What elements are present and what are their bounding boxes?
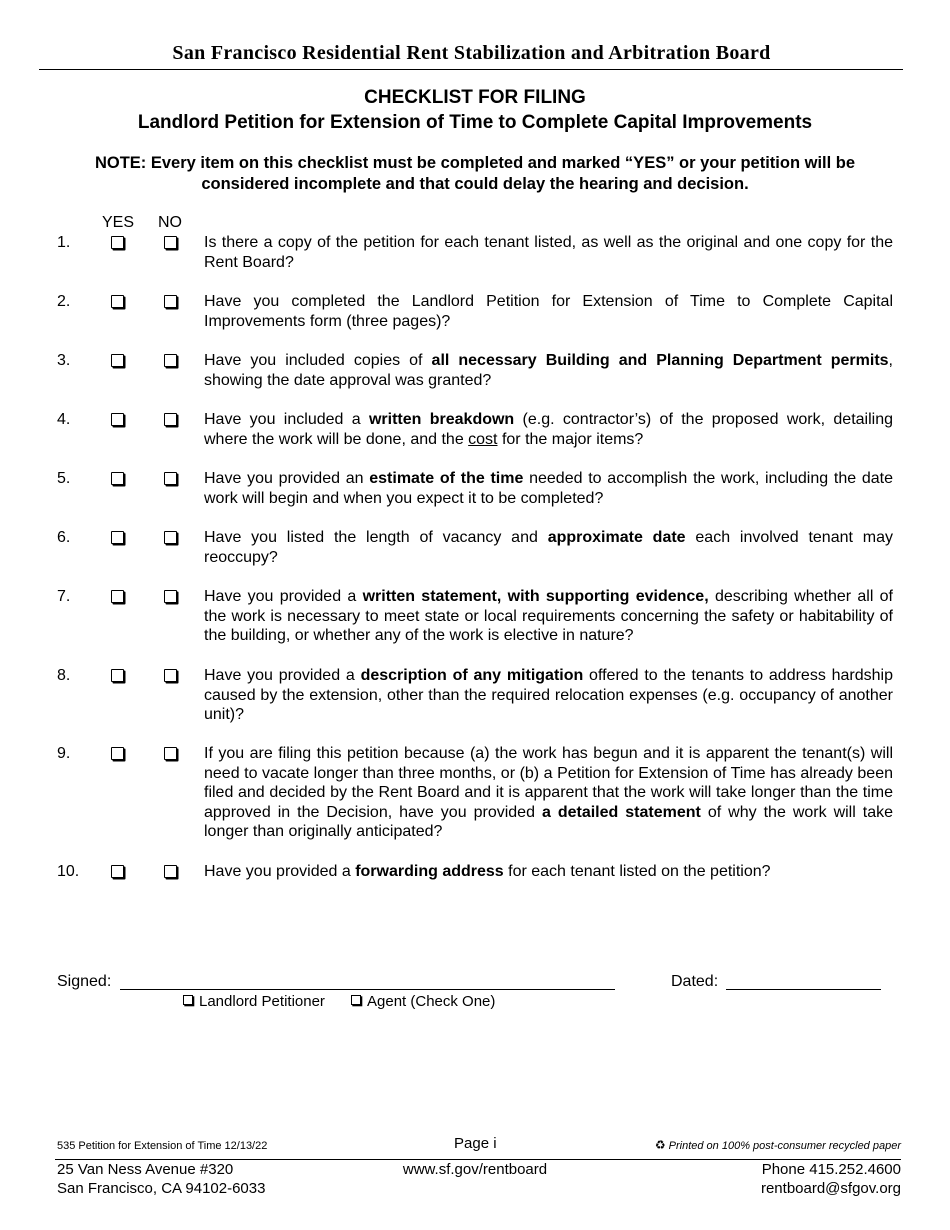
question-text: describing whether all of the work is necessary to meet state or local requirements concerning the safety or habitability of the building, or whether any of the work is elective in nature? — [204, 588, 894, 644]
footer-contact — [761, 1160, 901, 1198]
item-number: 6. — [57, 529, 71, 546]
no-checkbox[interactable] — [164, 590, 177, 603]
signature-line[interactable] — [120, 989, 615, 990]
question-text: estimate of the time — [369, 470, 524, 487]
item-number: 9. — [57, 745, 71, 762]
yes-checkbox[interactable] — [111, 354, 124, 367]
agent-checkbox[interactable] — [351, 995, 361, 1005]
no-checkbox[interactable] — [164, 236, 177, 249]
checklist-note: NOTE: Every item on this checklist must be completed and marked “YES” or your petition will be considered incomplete and that could delay the hearing and decision. — [94, 154, 856, 193]
question-text: (e.g. contractor’s) of the proposed work, detailing where the work will be done, and the — [204, 411, 894, 448]
yes-checkbox[interactable] — [111, 236, 124, 249]
item-number: 8. — [57, 667, 71, 684]
question-text: each involved tenant may reoccupy? — [204, 529, 894, 566]
question-text: a detailed statement — [541, 803, 701, 821]
question-text: description of any mitigation — [360, 667, 584, 684]
role-agent-option[interactable] — [351, 993, 495, 1010]
question-text: forwarding address — [355, 863, 504, 880]
item-question — [204, 862, 893, 882]
item-number: 10. — [57, 863, 80, 880]
question-text: If you are filing this petition because (a) the work has begun and it is apparent the tenant(s) will need to vacate longer than three months, or (b) a Petition for Extension of Time has already been filed and decided by the Rent Board and it is apparent that the work will take longer than the time approved in the Decision, have you provided — [204, 745, 893, 821]
footer-website[interactable]: www.sf.gov/rentboard — [402, 1161, 548, 1178]
item-question — [204, 469, 893, 508]
no-checkbox[interactable] — [164, 295, 177, 308]
question-text: Have you provided a — [204, 667, 361, 684]
yes-checkbox[interactable] — [111, 295, 124, 308]
question-text: written breakdown — [368, 411, 515, 428]
footer-email[interactable]: rentboard@sfgov.org — [760, 1180, 901, 1197]
header-divider — [39, 69, 903, 70]
address-line-2: San Francisco, CA 94102-6033 — [57, 1180, 266, 1197]
yes-checkbox[interactable] — [111, 413, 124, 426]
question-text: Have you provided a — [204, 863, 356, 880]
question-text: cost — [468, 430, 498, 448]
question-text: written statement, with supporting evidence, — [362, 588, 709, 605]
yes-checkbox[interactable] — [111, 472, 124, 485]
item-question — [204, 744, 893, 842]
page-title: CHECKLIST FOR FILING — [364, 87, 586, 108]
question-text: Have you included a — [204, 411, 369, 428]
footer-phone: Phone 415.252.4600 — [761, 1161, 901, 1178]
yes-checkbox[interactable] — [111, 531, 124, 544]
recycle-icon: ♻ — [654, 1138, 666, 1152]
item-question — [204, 233, 893, 272]
question-text: for each tenant listed on the petition? — [503, 863, 771, 880]
no-checkbox[interactable] — [164, 747, 177, 760]
no-checkbox[interactable] — [164, 865, 177, 878]
item-number: 7. — [57, 588, 71, 605]
landlord-checkbox[interactable] — [183, 995, 193, 1005]
footer-form-id: 535 Petition for Extension of Time 12/13/22 — [57, 1140, 268, 1152]
item-question — [204, 292, 893, 331]
recycled-text: Printed on 100% post-consumer recycled paper — [668, 1140, 901, 1152]
column-header-no: NO — [158, 214, 182, 231]
no-checkbox[interactable] — [164, 354, 177, 367]
item-question — [204, 528, 893, 567]
item-number: 5. — [57, 470, 71, 487]
question-text: offered to the tenants to address hardship caused by the extension, other than the required relocation expenses (e.g. occupancy of another unit)? — [204, 667, 893, 723]
landlord-label: Landlord Petitioner — [199, 993, 325, 1010]
item-number: 1. — [57, 234, 71, 251]
question-text: , showing the date approval was granted? — [204, 352, 893, 389]
question-text: Have you completed the Landlord Petition for Extension of Time to Complete Capital Improvements form (three pages)? — [204, 293, 893, 330]
question-text: of why the work will take longer than originally anticipated? — [204, 803, 894, 840]
column-header-yes: YES — [102, 214, 135, 231]
agent-label: Agent (Check One) — [367, 993, 496, 1010]
header-organization: San Francisco Residential Rent Stabilization and Arbitration Board — [172, 42, 771, 64]
question-text: Is there a copy of the petition for each tenant listed, as well as the original and one copy for the Rent Board? — [204, 234, 893, 271]
yes-checkbox[interactable] — [111, 669, 124, 682]
footer-page-number: Page i — [454, 1135, 497, 1152]
item-number: 3. — [57, 352, 71, 369]
signed-label: Signed: — [57, 973, 112, 990]
question-text: Have you included copies of — [204, 352, 432, 369]
question-text: Have you provided a — [204, 588, 363, 605]
question-text: for the major items? — [497, 430, 644, 448]
page-subtitle: Landlord Petition for Extension of Time to Complete Capital Improvements — [137, 112, 813, 133]
footer-recycled-note — [655, 1138, 901, 1152]
no-checkbox[interactable] — [164, 472, 177, 485]
item-question — [204, 410, 893, 449]
question-text: approximate date — [547, 529, 686, 546]
yes-checkbox[interactable] — [111, 590, 124, 603]
yes-checkbox[interactable] — [111, 865, 124, 878]
date-line[interactable] — [726, 989, 881, 990]
no-checkbox[interactable] — [164, 669, 177, 682]
item-number: 2. — [57, 293, 71, 310]
role-landlord-option[interactable] — [183, 993, 325, 1010]
no-checkbox[interactable] — [164, 413, 177, 426]
dated-label: Dated: — [671, 973, 719, 990]
no-checkbox[interactable] — [164, 531, 177, 544]
item-question — [204, 351, 893, 390]
address-line-1: 25 Van Ness Avenue #320 — [57, 1161, 234, 1178]
item-number: 4. — [57, 411, 71, 428]
item-question — [204, 587, 893, 646]
yes-checkbox[interactable] — [111, 747, 124, 760]
question-text: all necessary Building and Planning Department permits — [431, 352, 889, 369]
item-question — [204, 666, 893, 725]
question-text: Have you listed the length of vacancy and — [204, 529, 548, 546]
question-text: Have you provided an — [204, 470, 370, 487]
question-text: needed to accomplish the work, including the date work will begin and when you expect it to be completed? — [204, 470, 893, 507]
